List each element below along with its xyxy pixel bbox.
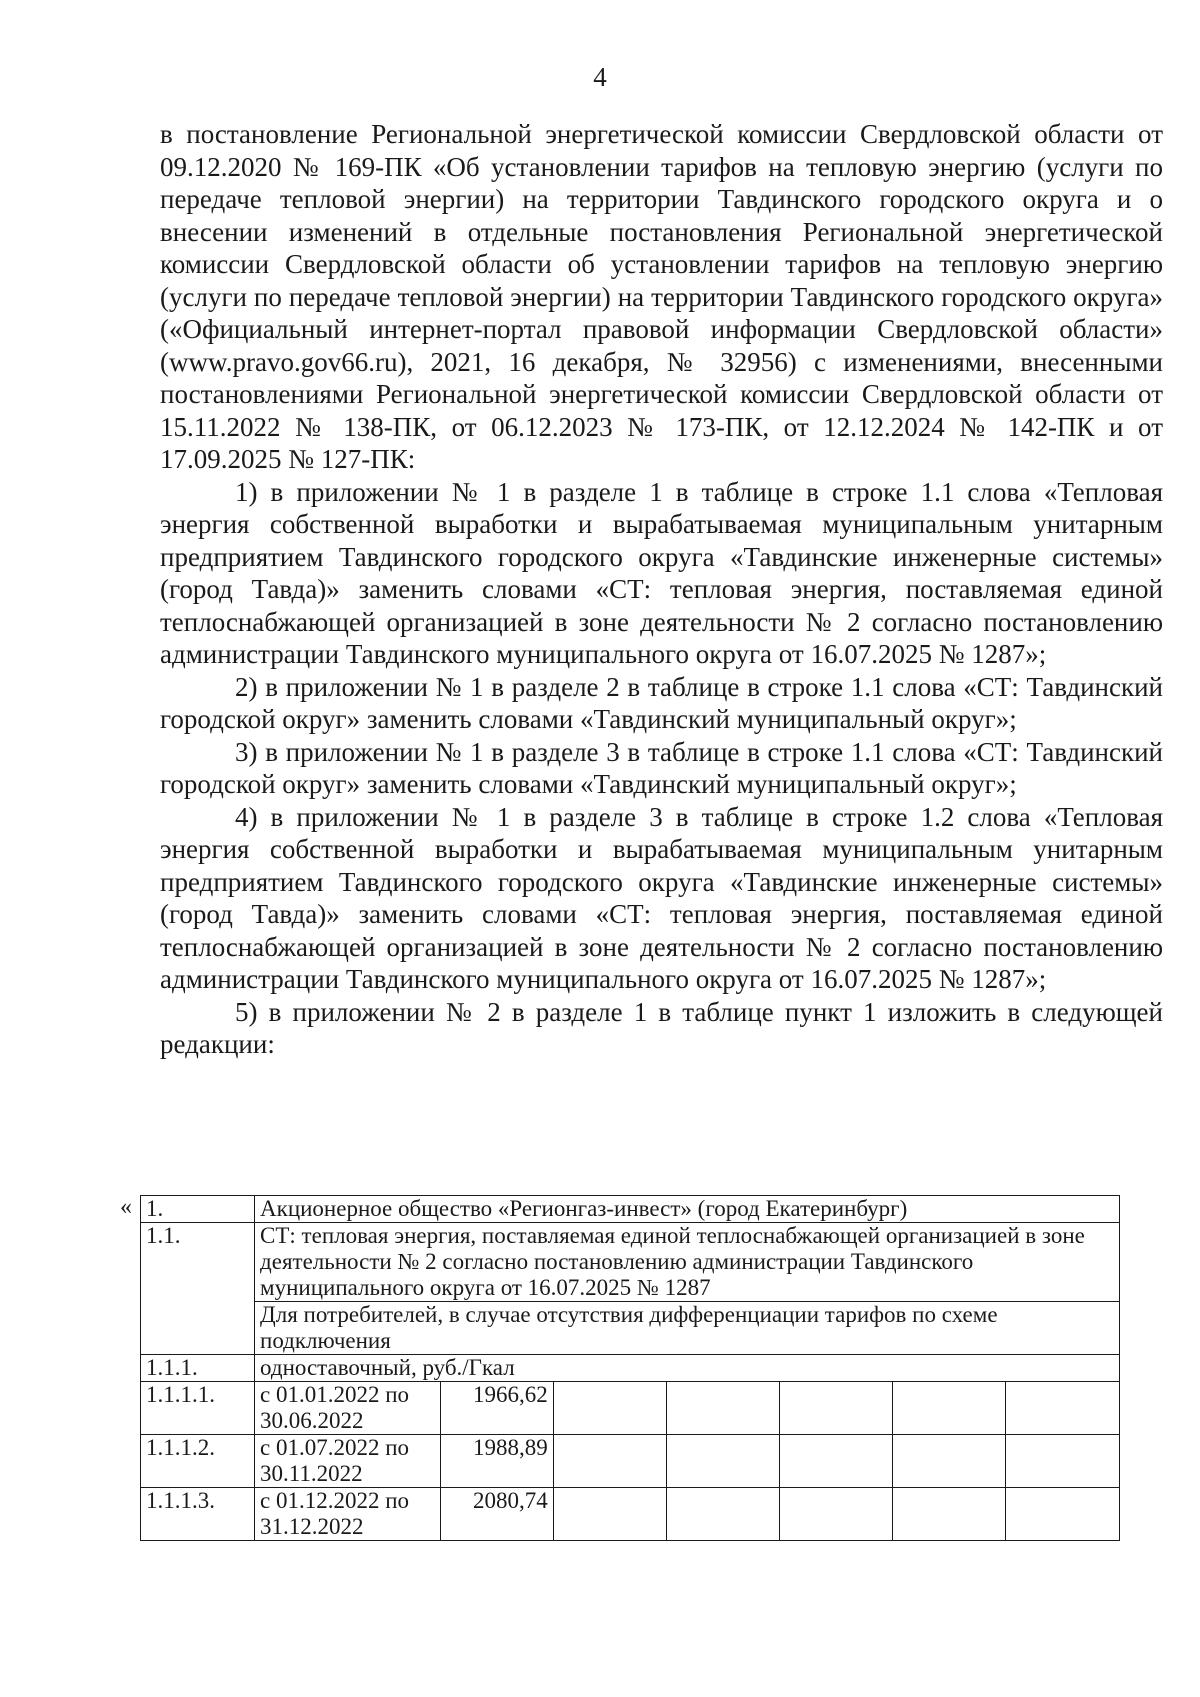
item-1-paragraph: 1) в приложении № 1 в разделе 1 в таблице в строке 1.1 слова «Тепловая энергия собственной выработки и вырабатываемая муниципальным унитарным предприятием Тавдинского городского округа «Тавдинские инженерные системы» (город Тавда)» заменить словами «СТ: тепловая энергия, поставляемая единой теплоснабжающей организацией в зоне деятельности № 2 согласно постановлению администрации Тавдинского муниципального округа от 16.07.2025 № 1287»; — [160, 476, 1163, 669]
empty-cell — [553, 1435, 666, 1488]
quote-open-mark: « — [120, 1194, 132, 1220]
tariff-table — [140, 1195, 1120, 1541]
empty-cell — [779, 1382, 892, 1435]
empty-cell — [1005, 1488, 1119, 1541]
empty-cell — [553, 1382, 666, 1435]
row-number: 1.1.1. — [141, 1355, 255, 1382]
table-row — [141, 1488, 1120, 1541]
empty-cell — [666, 1382, 779, 1435]
empty-cell — [892, 1488, 1005, 1541]
item-5-paragraph: 5) в приложении № 2 в разделе 1 в таблице пункт 1 изложить в следующей редакции: — [160, 996, 1163, 1059]
table-row — [141, 1382, 1120, 1435]
table-row — [141, 1435, 1120, 1488]
item-3-paragraph: 3) в приложении № 1 в разделе 3 в таблице в строке 1.1 слова «СТ: Тавдинский городской округ» заменить словами «Тавдинский муниципальный округ»; — [160, 736, 1163, 799]
empty-cell — [1005, 1435, 1119, 1488]
service-description: СТ: тепловая энергия, поставляемая единой теплоснабжающей организацией в зоне деятельности № 2 согласно постановлению администрации Тавдинского муниципального округа от 16.07.2025 № 1287 — [255, 1223, 1120, 1302]
table-row — [141, 1223, 1120, 1302]
consumer-group: Для потребителей, в случае отсутствия дифференциации тарифов по схеме подключения — [255, 1302, 1120, 1355]
row-number: 1.1.1.3. — [141, 1488, 255, 1541]
organization-name: Акционерное общество «Регионгаз-инвест» (город Екатеринбург) — [255, 1196, 1120, 1223]
period-cell: с 01.07.2022 по 30.11.2022 — [255, 1435, 441, 1488]
empty-cell — [1005, 1382, 1119, 1435]
tariff-value: 1966,62 — [440, 1382, 553, 1435]
table-row — [141, 1196, 1120, 1223]
item-2-paragraph: 2) в приложении № 1 в разделе 2 в таблице в строке 1.1 слова «СТ: Тавдинский городской округ» заменить словами «Тавдинский муниципальный округ»; — [160, 671, 1163, 734]
tariff-type: одноставочный, руб./Гкал — [255, 1355, 1120, 1382]
row-number: 1.1.1.2. — [141, 1435, 255, 1488]
empty-cell — [892, 1435, 1005, 1488]
row-number: 1. — [141, 1196, 255, 1223]
row-number: 1.1. — [141, 1223, 255, 1355]
empty-cell — [553, 1488, 666, 1541]
empty-cell — [779, 1435, 892, 1488]
period-cell: с 01.12.2022 по 31.12.2022 — [255, 1488, 441, 1541]
intro-paragraph: в постановление Региональной энергетической комиссии Свердловской области от 09.12.2020 № 169-ПК «Об установлении тарифов на тепловую энергию (услуги по передаче тепловой энергии) на территории Тавдинского городского округа и о внесении изменений в отдельные постановления Региональной энергетической комиссии Свердловской области об установлении тарифов на тепловую энергию (услуги по передаче тепловой энергии) на территории Тавдинского городского округа» («Официальный интернет-портал правовой информации Свердловской области» (www.pravo.gov66.ru), 2021, 16 декабря, № 32956) с изменениями, внесенными постановлениями Региональной энергетической комиссии Свердловской области от 15.11.2022 № 138-ПК, от 06.12.2023 № 173-ПК, от 12.12.2024 № 142-ПК и от 17.09.2025 № 127-ПК: — [160, 119, 1163, 474]
table-row — [141, 1302, 1120, 1355]
empty-cell — [666, 1488, 779, 1541]
empty-cell — [892, 1382, 1005, 1435]
tariff-value: 1988,89 — [440, 1435, 553, 1488]
empty-cell — [779, 1488, 892, 1541]
table-row — [141, 1355, 1120, 1382]
row-number: 1.1.1.1. — [141, 1382, 255, 1435]
page-number: 4 — [593, 62, 607, 92]
tariff-value: 2080,74 — [440, 1488, 553, 1541]
item-4-paragraph: 4) в приложении № 1 в разделе 3 в таблице в строке 1.2 слова «Тепловая энергия собственной выработки и вырабатываемая муниципальным унитарным предприятием Тавдинского городского округа «Тавдинские инженерные системы» (город Тавда)» заменить словами «СТ: тепловая энергия, поставляемая единой теплоснабжающей организацией в зоне деятельности № 2 согласно постановлению администрации Тавдинского муниципального округа от 16.07.2025 № 1287»; — [160, 801, 1163, 994]
empty-cell — [666, 1435, 779, 1488]
period-cell: с 01.01.2022 по 30.06.2022 — [255, 1382, 441, 1435]
document-body — [160, 118, 1163, 1061]
